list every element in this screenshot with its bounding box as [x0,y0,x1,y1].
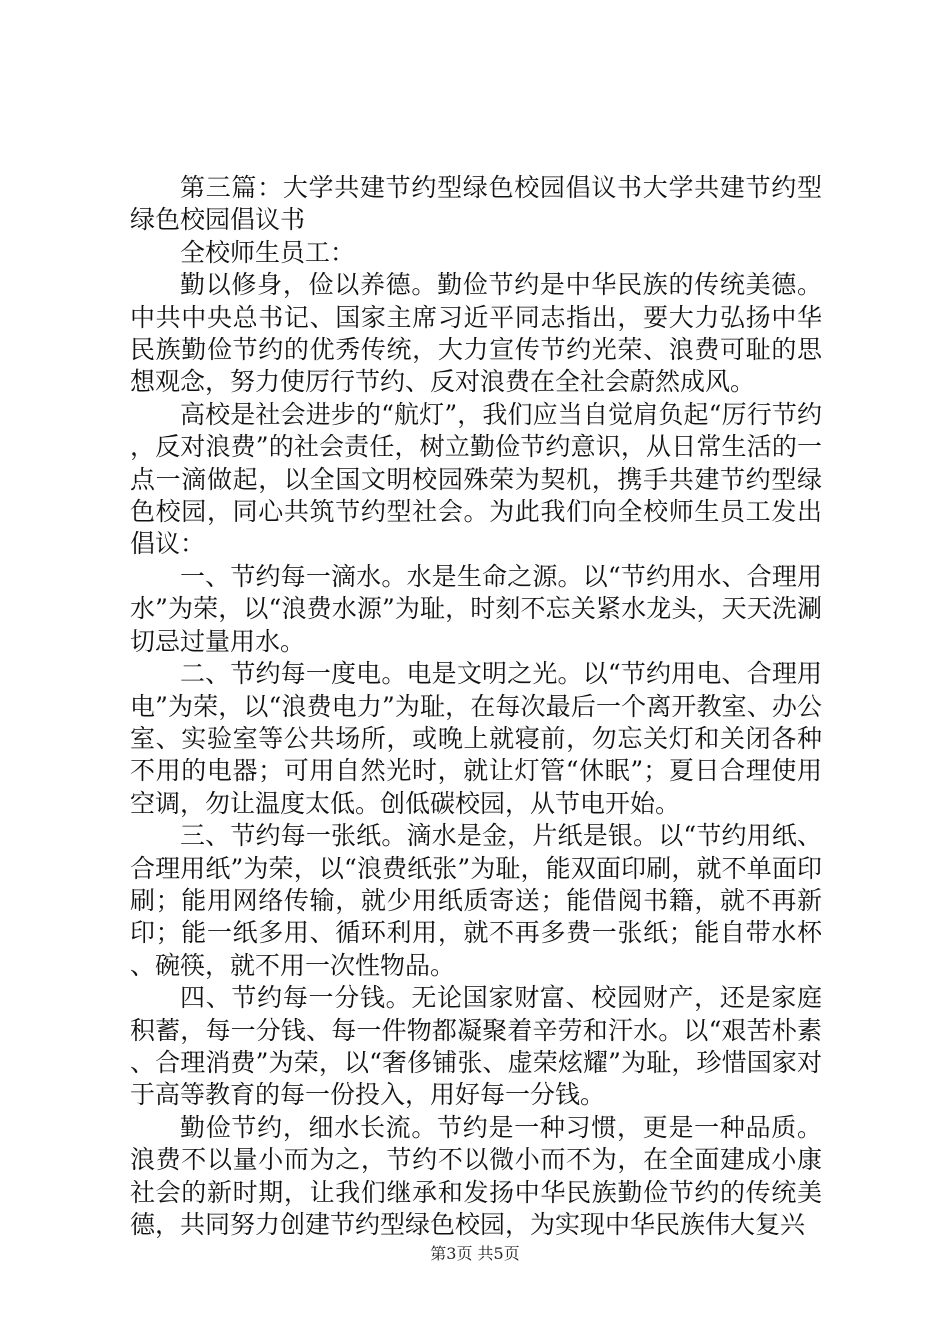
document-body [130,172,822,1241]
paragraph-6: 四、节约每一分钱。无论国家财富、校园财产，还是家庭积蓄，每一分钱、每一件物都凝聚着辛劳和汗水。以“艰苦朴素、合理消费”为荣，以“奢侈铺张、虚荣炫耀”为耻，珍惜国家对于高等教育的每一份投入，用好每一分钱。 [130,983,822,1110]
paragraph-1: 勤以修身，俭以养德。勤俭节约是中华民族的传统美德。中共中央总书记、国家主席习近平同志指出，要大力弘扬中华民族勤俭节约的优秀传统，大力宣传节约光荣、浪费可耻的思想观念，努力使厉行节约、反对浪费在全社会蔚然成风。 [130,270,822,397]
salutation: 全校师生员工： [180,237,356,267]
paragraph-4: 二、节约每一度电。电是文明之光。以“节约用电、合理用电”为荣，以“浪费电力”为耻，在每次最后一个离开教室、办公室、实验室等公共场所，或晚上就寝前，勿忘关灯和关闭各种不用的电器；可用自然光时，就让灯管“休眠”；夏日合理使用空调，勿让温度太低。创低碳校园，从节电开始。 [130,659,822,818]
document-title: 第三篇：大学共建节约型绿色校园倡议书大学共建节约型绿色校园倡议书 [130,173,822,235]
paragraph-5: 三、节约每一张纸。滴水是金，片纸是银。以“节约用纸、合理用纸”为荣，以“浪费纸张”为耻，能双面印刷，就不单面印刷；能用网络传输，就少用纸质寄送；能借阅书籍，就不再新印；能一纸多用、循环利用，就不再多费一张纸；能自带水杯、碗筷，就不用一次性物品。 [130,821,822,980]
page-footer: 第3页 共5页 [430,1244,520,1263]
paragraph-2: 高校是社会进步的“航灯”，我们应当自觉肩负起“厉行节约，反对浪费”的社会责任，树立勤俭节约意识，从日常生活的一点一滴做起，以全国文明校园殊荣为契机，携手共建节约型绿色校园，同心共筑节约型社会。为此我们向全校师生员工发出倡议： [130,399,822,559]
paragraph-7: 勤俭节约，细水长流。节约是一种习惯，更是一种品质。浪费不以量小而为之，节约不以微小而不为，在全面建成小康社会的新时期，让我们继承和发扬中华民族勤俭节约的传统美德，共同努力创建节约型绿色校园，为实现中华民族伟大复兴 [130,1112,822,1239]
paragraph-3: 一、节约每一滴水。水是生命之源。以“节约用水、合理用水”为荣，以“浪费水源”为耻，时刻不忘关紧水龙头，天天洗涮切忌过量用水。 [130,561,822,656]
